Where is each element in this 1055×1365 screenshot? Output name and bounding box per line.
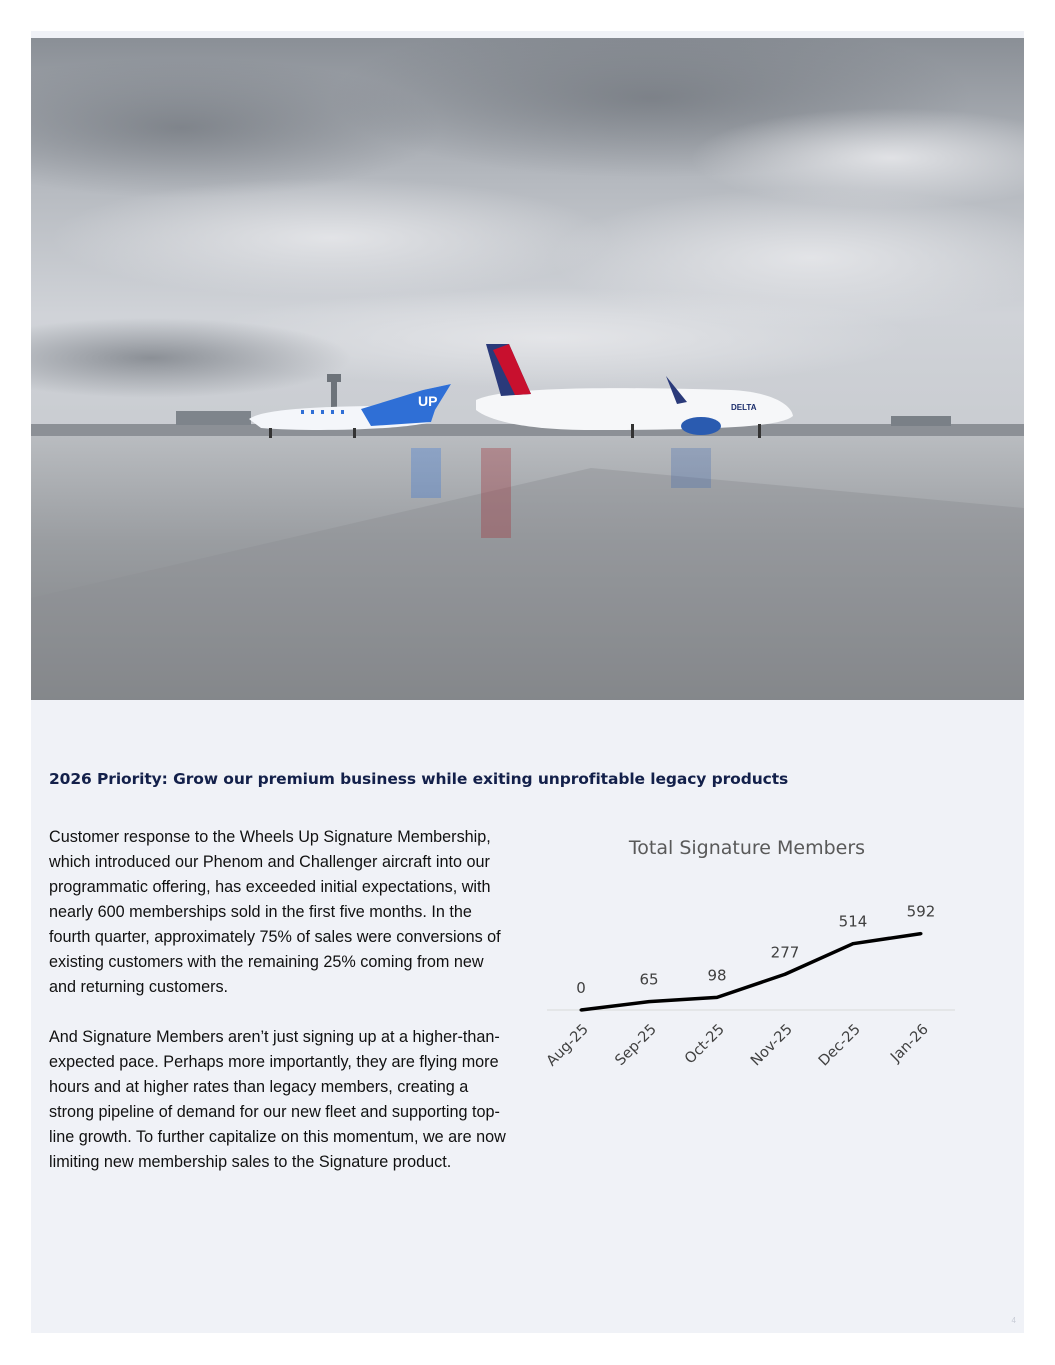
data-point bbox=[580, 1009, 583, 1012]
page-number: 4 bbox=[1011, 1316, 1016, 1325]
data-point bbox=[784, 973, 787, 976]
data-label: 277 bbox=[770, 943, 800, 962]
x-tick-label: Aug-25 bbox=[543, 1021, 592, 1070]
data-label: 65 bbox=[639, 970, 659, 989]
svg-text:DELTA: DELTA bbox=[731, 403, 757, 412]
data-label: 0 bbox=[576, 979, 586, 997]
data-label: 98 bbox=[707, 966, 727, 985]
x-tick-label: Sep-25 bbox=[612, 1021, 660, 1069]
data-point bbox=[648, 1000, 651, 1003]
x-tick-label: Jan-26 bbox=[887, 1021, 932, 1066]
data-point bbox=[920, 932, 923, 935]
data-point bbox=[852, 942, 855, 945]
svg-text:UP: UP bbox=[418, 393, 438, 409]
section-heading: 2026 Priority: Grow our premium business while exiting unprofitable legacy products bbox=[49, 770, 789, 788]
body-text bbox=[49, 825, 509, 1200]
page bbox=[31, 31, 1024, 1333]
chart-title: Total Signature Members bbox=[628, 837, 866, 859]
x-tick-label: Dec-25 bbox=[815, 1021, 864, 1070]
x-tick-label: Nov-25 bbox=[748, 1021, 796, 1070]
data-label: 514 bbox=[838, 912, 868, 931]
series-line bbox=[581, 934, 921, 1010]
paragraph: Customer response to the Wheels Up Signature Membership, which introduced our Phenom and Challenger aircraft into our programmatic offering, has exceeded initial expectations, with nearly 600 memberships sold in the first five months. In the fourth quarter, approximately 75% of sales were conversions of existing customers with the remaining 25% coming from new and returning customers. bbox=[49, 828, 501, 996]
chart-svg bbox=[531, 826, 971, 1096]
signature-members-chart bbox=[531, 826, 971, 1096]
airport-tarmac-aircraft-photo bbox=[31, 38, 1024, 700]
x-tick-label: Oct-25 bbox=[682, 1021, 728, 1068]
data-label: 592 bbox=[906, 902, 936, 921]
paragraph: And Signature Members aren’t just signing up at a higher-than-expected pace. Perhaps more importantly, they are flying more hours and at higher rates than legacy members, creating a strong pipeline of demand for our new fleet and supporting top-line growth. To further capitalize on this momentum, we are now limiting new membership sales to the Signature product. bbox=[49, 1028, 506, 1171]
hero-photo bbox=[31, 38, 1024, 700]
data-point bbox=[716, 996, 719, 999]
